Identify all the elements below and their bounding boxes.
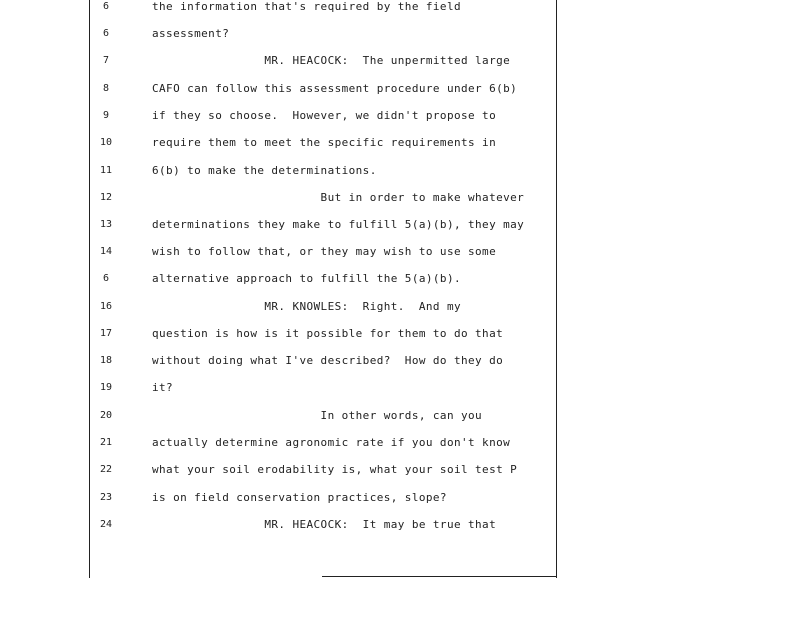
line-number: 24 <box>99 519 113 530</box>
transcript-line <box>0 488 560 508</box>
transcript-line <box>0 215 560 235</box>
line-number: 21 <box>99 437 113 448</box>
transcript-line <box>0 106 560 126</box>
transcript-line <box>0 269 560 289</box>
transcript-line <box>0 433 560 453</box>
transcript-line <box>0 297 560 317</box>
line-text: alternative approach to fulfill the 5(a)(b). <box>152 272 461 285</box>
line-number: 6 <box>102 28 110 39</box>
line-number: 9 <box>102 110 110 121</box>
bottom-rule <box>322 576 556 577</box>
transcript-line <box>0 324 560 344</box>
line-number: 8 <box>102 83 110 94</box>
transcript-line <box>0 242 560 262</box>
transcript-line <box>0 406 560 426</box>
line-number: 10 <box>99 137 113 148</box>
line-text: determinations they make to fulfill 5(a)(b), they may <box>152 218 525 231</box>
transcript-line <box>0 0 560 17</box>
line-number: 23 <box>99 492 113 503</box>
line-text: actually determine agronomic rate if you don't know <box>152 436 511 449</box>
line-text: In other words, can you <box>152 409 483 422</box>
line-text: the information that's required by the field <box>152 0 461 13</box>
line-number: 22 <box>99 464 113 475</box>
line-number: 13 <box>99 219 113 230</box>
line-number: 14 <box>99 246 113 257</box>
transcript-line <box>0 378 560 398</box>
line-number: 20 <box>99 410 113 421</box>
line-text: MR. HEACOCK: It may be true that <box>152 518 497 531</box>
line-number: 12 <box>99 192 113 203</box>
line-number: 18 <box>99 355 113 366</box>
transcript-line <box>0 161 560 181</box>
transcript-line <box>0 188 560 208</box>
line-text: if they so choose. However, we didn't propose to <box>152 109 497 122</box>
transcript-line <box>0 133 560 153</box>
transcript-line <box>0 351 560 371</box>
transcript-line <box>0 51 560 71</box>
line-text: CAFO can follow this assessment procedure under 6(b) <box>152 82 518 95</box>
line-text: what your soil erodability is, what your soil test P <box>152 463 518 476</box>
transcript-line <box>0 79 560 99</box>
line-number: 6 <box>102 1 110 12</box>
line-text: MR. HEACOCK: The unpermitted large <box>152 54 511 67</box>
line-number: 16 <box>99 301 113 312</box>
line-text: it? <box>152 381 174 394</box>
line-number: 11 <box>99 165 113 176</box>
line-text: is on field conservation practices, slope? <box>152 491 447 504</box>
line-text: MR. KNOWLES: Right. And my <box>152 300 461 313</box>
transcript-line <box>0 515 560 535</box>
line-number: 19 <box>99 382 113 393</box>
line-text: But in order to make whatever <box>152 191 525 204</box>
line-text: assessment? <box>152 27 230 40</box>
line-number: 7 <box>102 55 110 66</box>
line-text: wish to follow that, or they may wish to use some <box>152 245 497 258</box>
line-text: without doing what I've described? How do they do <box>152 354 504 367</box>
line-text: 6(b) to make the determinations. <box>152 164 377 177</box>
line-number: 17 <box>99 328 113 339</box>
line-number: 6 <box>102 273 110 284</box>
transcript-line <box>0 460 560 480</box>
line-text: require them to meet the specific requirements in <box>152 136 497 149</box>
line-text: question is how is it possible for them to do that <box>152 327 504 340</box>
transcript-line <box>0 24 560 44</box>
